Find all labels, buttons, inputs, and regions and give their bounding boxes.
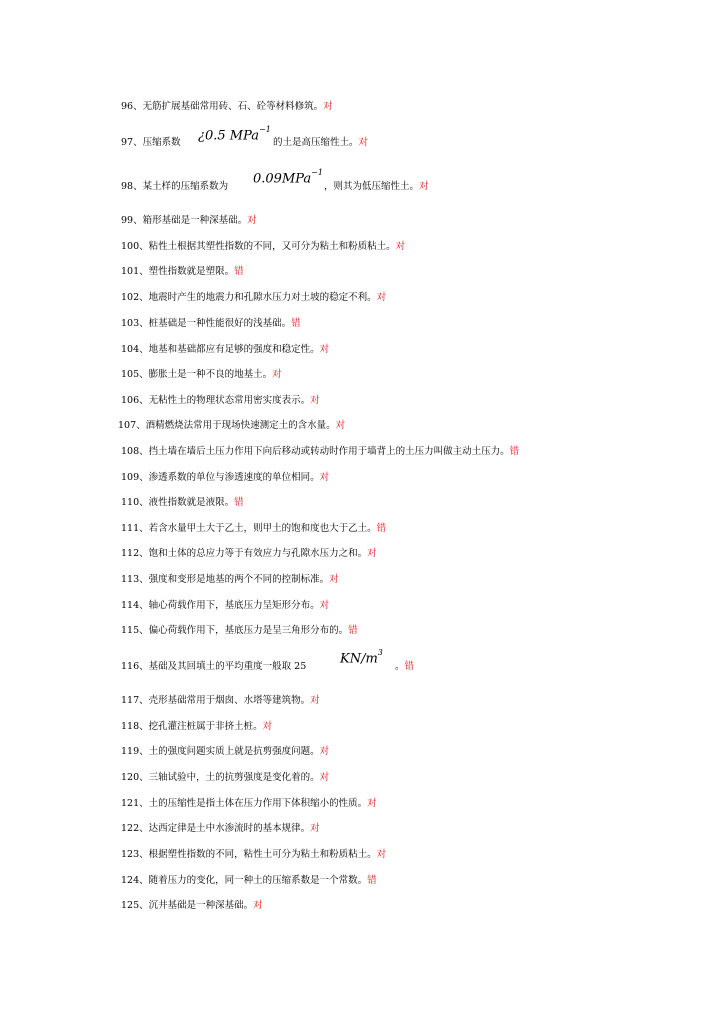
question-125 [121,900,263,912]
question-text-continued: 。 [395,661,405,672]
question-number: 125、 [121,900,149,911]
question-number: 120、 [121,772,149,783]
question-117 [121,695,320,707]
question-number: 116、 [121,661,149,672]
question-98-continuation [324,181,429,193]
question-99 [121,215,257,227]
question-number: 122、 [121,823,149,834]
question-text: 压缩系数 [142,137,181,148]
answer-mark: 错 [367,875,377,886]
question-number: 107、 [118,420,146,431]
question-105 [121,369,282,381]
formula-superscript: 3 [377,648,383,657]
formula-unit-weight [340,650,383,666]
answer-mark: 对 [319,344,330,355]
question-122 [121,823,320,835]
question-text: 液性指数就是液限。 [148,497,235,508]
question-number: 106、 [121,395,149,406]
answer-mark: 对 [310,823,320,834]
question-102 [121,292,386,304]
answer-mark: 对 [253,900,263,911]
question-number: 118、 [121,721,149,732]
question-number: 123、 [121,849,149,860]
formula-main: 0.09MPa [253,171,312,187]
answer-mark: 对 [262,721,273,732]
question-text: 基础及其回填土的平均重度一般取 25 [148,661,307,672]
question-number: 111、 [121,523,149,534]
question-number: 96、 [121,101,143,112]
question-97 [121,137,181,149]
question-number: 110、 [121,497,149,508]
question-text: 偏心荷载作用下，基底压力是呈三角形分布的。 [148,625,349,636]
question-number: 108、 [121,446,149,457]
question-number: 99、 [121,215,143,226]
question-text: 地震时产生的地震力和孔隙水压力对土坡的稳定不利。 [148,292,377,303]
question-100 [121,241,405,253]
answer-mark: 错 [234,497,244,508]
question-110 [121,497,244,509]
question-number: 115、 [121,625,149,636]
question-text: 无粘性土的物理状态常用密实度表示。 [148,395,311,406]
question-112 [121,548,377,560]
question-number: 105、 [121,369,149,380]
question-106 [121,395,320,407]
formula-superscript: −1 [311,168,323,177]
question-text: 挡土墙在墙后土压力作用下向后移动或转动时作用于墙背上的土压力叫做主动土压力。 [148,446,510,457]
answer-mark: 对 [367,798,377,809]
answer-mark: 对 [395,241,406,252]
answer-mark: 错 [291,318,301,329]
question-text: 若含水量甲土大于乙土，则甲土的饱和度也大于乙土。 [148,523,377,534]
answer-mark: 对 [310,395,320,406]
answer-mark: 对 [358,137,369,148]
answer-mark: 错 [376,523,387,534]
question-text: 随着压力的变化，同一种土的压缩系数是一个常数。 [148,875,368,886]
answer-mark: 对 [310,695,320,706]
answer-mark: 对 [319,472,330,483]
question-123 [121,849,386,861]
question-number: 102、 [121,292,149,303]
question-109 [121,472,329,484]
answer-mark: 对 [367,548,377,559]
answer-mark: 对 [376,849,387,860]
question-text: 根据塑性指数的不同，粘性土可分为粘土和粉质粘土。 [148,849,377,860]
answer-mark: 错 [404,661,415,672]
answer-mark: 对 [319,746,330,757]
question-number: 98、 [121,181,143,192]
question-text: 沉井基础是一种深基础。 [148,900,254,911]
question-number: 113、 [121,574,149,585]
answer-mark: 错 [234,266,244,277]
question-text: 酒精燃烧法常用于现场快速测定土的含水量。 [145,420,336,431]
question-text: 粘性土根据其塑性指数的不同，又可分为粘土和粉质粘土。 [148,241,396,252]
answer-mark: 错 [509,446,520,457]
formula-compressibility-coefficient [198,127,271,143]
question-number: 101、 [121,266,149,277]
question-text-continued: 的土是高压缩性土。 [273,137,359,148]
answer-mark: 对 [329,574,339,585]
question-115 [121,625,358,637]
answer-mark: 对 [419,181,429,192]
answer-mark: 对 [272,369,282,380]
answer-mark: 对 [376,292,387,303]
question-number: 103、 [121,318,149,329]
question-108 [121,446,519,458]
question-97-continuation [273,137,368,149]
question-number: 114、 [121,600,149,611]
question-116 [121,661,306,673]
question-number: 109、 [121,472,149,483]
question-101 [121,266,244,278]
question-text: 达西定律是土中水渗流时的基本规律。 [148,823,311,834]
formula-main: ¿0.5 MPa [198,128,260,144]
question-text: 挖孔灌注桩属于非挤土桩。 [148,721,263,732]
question-114 [121,600,329,612]
answer-mark: 对 [247,215,257,226]
question-text: 壳形基础常用于烟囱、水塔等建筑物。 [148,695,311,706]
question-121 [121,798,377,810]
question-119 [121,746,329,758]
formula-superscript: −1 [259,125,271,134]
answer-mark: 对 [335,420,346,431]
question-number: 97、 [121,137,143,148]
question-text: 某土样的压缩系数为 [142,181,229,192]
question-text: 地基和基础都应有足够的强度和稳定性。 [148,344,320,355]
question-text: 桩基础是一种性能很好的浅基础。 [148,318,292,329]
question-text: 三轴试验中，土的抗剪强度是变化着的。 [148,772,320,783]
question-number: 119、 [121,746,149,757]
question-118 [121,721,272,733]
question-text: 渗透系数的单位与渗透速度的单位相同。 [148,472,320,483]
question-number: 124、 [121,875,149,886]
question-text: 土的压缩性是指土体在压力作用下体积缩小的性质。 [148,798,368,809]
question-text: 膨胀土是一种不良的地基土。 [148,369,273,380]
question-113 [121,574,339,586]
question-number: 117、 [121,695,149,706]
answer-mark: 对 [323,101,333,112]
formula-main: KN/m [340,651,378,667]
question-96 [121,101,333,113]
question-107 [118,420,345,432]
question-116-continuation [395,661,414,673]
question-number: 100、 [121,241,149,252]
question-number: 121、 [121,798,149,809]
question-text: 箱形基础是一种深基础。 [142,215,248,226]
answer-mark: 对 [319,772,330,783]
formula-compressibility-value [253,170,323,186]
question-104 [121,344,329,356]
question-text: 轴心荷载作用下，基底压力呈矩形分布。 [148,600,320,611]
question-text-continued: ，则其为低压缩性土。 [324,181,420,192]
question-number: 104、 [121,344,149,355]
question-103 [121,318,301,330]
question-120 [121,772,329,784]
question-text: 塑性指数就是塑限。 [148,266,235,277]
question-124 [121,875,377,887]
question-111 [121,523,386,535]
answer-mark: 对 [319,600,330,611]
question-text: 饱和土体的总应力等于有效应力与孔隙水压力之和。 [148,548,368,559]
question-text: 土的强度问题实质上就是抗剪强度问题。 [148,746,320,757]
answer-mark: 错 [348,625,358,636]
question-text: 无筋扩展基础常用砖、石、砼等材料修筑。 [142,101,324,112]
question-number: 112、 [121,548,149,559]
question-text: 强度和变形是地基的两个不同的控制标准。 [148,574,330,585]
question-98 [121,181,228,193]
